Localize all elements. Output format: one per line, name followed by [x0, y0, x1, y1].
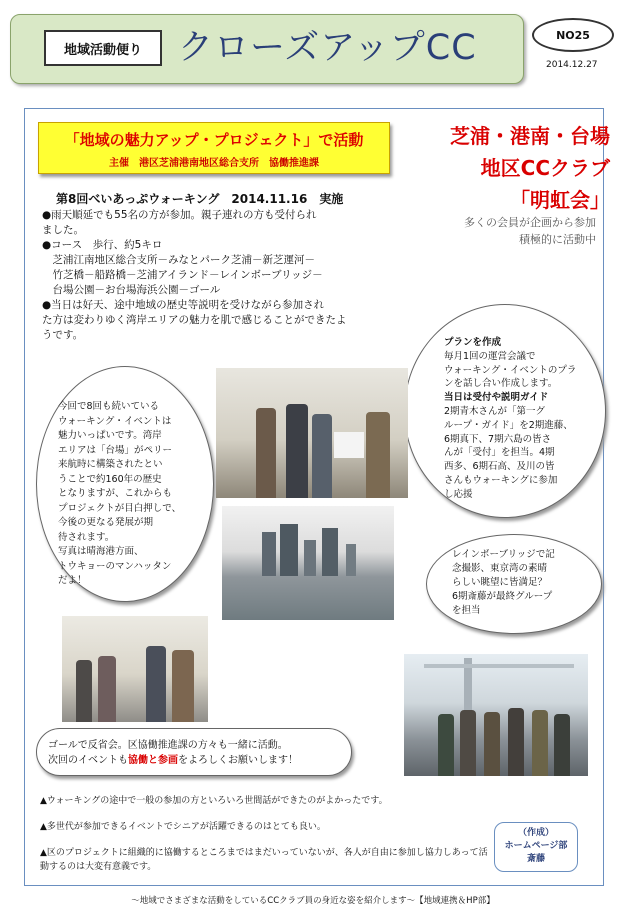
project-banner: [38, 122, 390, 174]
walking-line: ●当日は好天、途中地域の歴史等説明を受けながら参加され: [42, 299, 325, 311]
plan-line: ウォーキング・イベントのプラ: [444, 364, 577, 376]
photo-reception: [216, 368, 408, 498]
club-name-line2: 地区CCクラブ: [480, 156, 610, 180]
author-label: （作成）: [517, 828, 554, 838]
project-title: 「地域の魅力アップ・プロジェクト」で活動: [64, 131, 364, 149]
history-line: 待されます。: [58, 531, 115, 543]
walking-line: 竹芝橋－船路橋－芝浦アイランド－レインボーブリッジ－: [42, 269, 323, 281]
walking-line: た方は変わりゆく湾岸エリアの魅力を肌で感じることができたよ: [42, 314, 347, 326]
club-name-line3: 「明虹会」: [510, 188, 610, 212]
footer-text: ～地域でさまざまな活動をしているCCクラブ員の身近な姿を紹介します～【地域連携＆HP部】: [131, 896, 495, 906]
day-line: し応援: [444, 488, 473, 500]
history-line: 今後の更なる発展が期: [58, 517, 154, 528]
rainbow-line: 6期斎藤が最終グループ: [452, 591, 553, 602]
issue-badge: NO25: [532, 18, 614, 52]
history-line: うことで約160年の歴史: [58, 473, 162, 485]
goal-highlight: 協働と参画: [128, 755, 178, 766]
day-heading: 当日は受付や説明ガイド: [444, 392, 549, 404]
comment-item: ▲区のプロジェクトに組織的に協働するところまではまだいっていないが、各人が自由に参加し協力しあって活 動するのは大変有意義です。: [40, 848, 488, 872]
goal-text: [48, 738, 348, 768]
plan-heading: プランを作成: [444, 337, 502, 348]
day-line: 6期真下、7期六島の皆さ: [444, 433, 552, 445]
goal-line1: ゴールで反省会。区協働推進課の方々も一緒に活動。: [48, 740, 288, 751]
history-line: ウォーキング・イベントは: [58, 415, 172, 427]
goal-line2-a: 次回のイベントも: [48, 755, 128, 766]
rainbow-line: らしい眺望に皆満足？: [452, 577, 548, 588]
history-line: 魅力いっぱいです。湾岸: [58, 430, 162, 441]
plan-line: 毎月1回の運営会議で: [444, 350, 536, 362]
rainbow-text: [452, 548, 592, 618]
history-line: だよ！: [58, 575, 87, 586]
author-name: 斎藤: [526, 854, 545, 864]
walking-line: 台場公園－お台場海浜公園－ゴール: [42, 284, 221, 296]
history-line: 写真は晴海港方面、: [58, 546, 144, 557]
walking-line: ●雨天順延でも55名の方が参加。親子連れの方も受付られ: [42, 209, 317, 221]
walking-body: [42, 208, 392, 343]
walking-title: 第8回べいあっぷウォーキング 2014.11.16 実施: [56, 192, 344, 206]
goal-line2-b: をよろしくお願いします！: [178, 755, 298, 766]
comment-item: ▲多世代が参加できるイベントでシニアが活躍できるのはとても良い。: [40, 822, 326, 832]
project-sponsor: 主催 港区芝浦港南地区総合支所 協働推進課: [109, 158, 319, 169]
photo-harumi-skyline: [222, 506, 394, 620]
club-description: [430, 214, 596, 248]
comments-list: [40, 794, 520, 886]
walking-line: ●コース 歩行、約5キロ: [42, 239, 163, 251]
day-line: んが「受付」を担当。4期: [444, 447, 555, 459]
history-line: プロジェクトが目白押しで、: [58, 502, 182, 514]
day-line: 西多、6期石高、及川の皆: [444, 461, 555, 473]
club-name-line1: 芝浦・港南・台場: [450, 124, 610, 148]
author-box: [494, 822, 578, 872]
photo-meeting-room: [62, 616, 208, 722]
walking-line: 芝浦江南地区総合支所－みなとパーク芝浦－新芝運河－: [42, 254, 315, 266]
comment-item: ▲ウォーキングの途中で一般の参加の方といろいろ世間話ができたのがよかったです。: [40, 796, 388, 806]
history-line: エリアは「台場」がペリー: [58, 444, 173, 456]
rainbow-line: レインボーブリッジで記: [452, 549, 555, 560]
newsletter-title: クローズアップCC: [178, 28, 477, 68]
day-line: さんもウォーキングに参加: [444, 474, 558, 486]
issue-date: 2014.12.27: [546, 60, 598, 70]
plan-text: [444, 336, 584, 502]
history-line: 今回で8回も続いている: [58, 401, 160, 412]
club-desc-line2: 積極的に活動中: [519, 233, 596, 246]
day-line: ループ・ガイド」を2期進藤、: [444, 419, 573, 431]
author-dept: ホームページ部: [504, 841, 568, 851]
goal-line2: [48, 753, 348, 768]
club-desc-line1: 多くの会員が企画から参加: [464, 216, 596, 229]
walking-line: ました。: [42, 224, 84, 236]
rainbow-line: 念撮影、東京湾の素晴: [452, 563, 548, 574]
photo-rainbow-bridge: [404, 654, 588, 776]
history-text: [58, 400, 198, 589]
section-tag: 地域活動便り: [44, 30, 162, 66]
rainbow-line: を担当: [452, 605, 481, 616]
history-line: となりますが、これからも: [58, 488, 173, 499]
club-name: [430, 120, 610, 216]
walking-line: うです。: [42, 329, 84, 341]
history-line: トウキョーのマンハッタン: [58, 560, 172, 572]
day-line: 2期青木さんが「第一グ: [444, 405, 546, 417]
plan-line: ンを話し合い作成します。: [444, 378, 558, 390]
history-line: 来航時に構築されたとい: [58, 459, 163, 470]
